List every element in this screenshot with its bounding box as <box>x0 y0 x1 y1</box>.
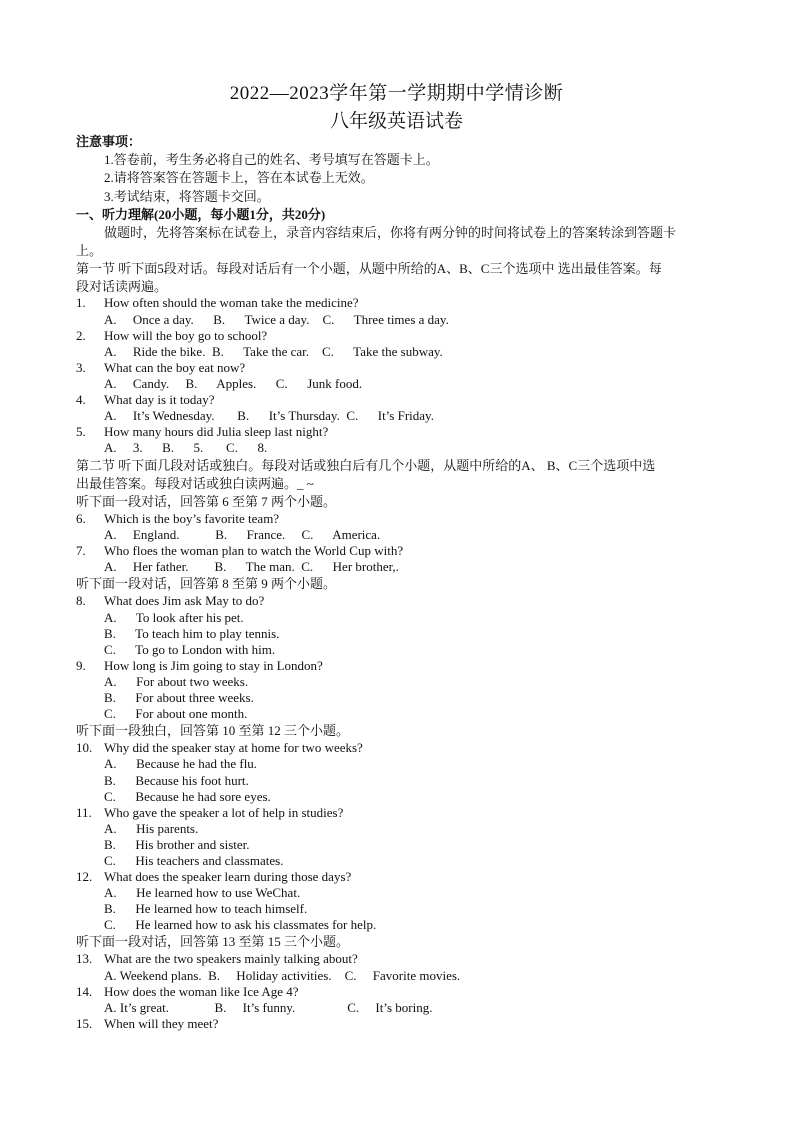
question-text: What can the boy eat now? <box>104 360 246 375</box>
notice-item: 2.请将答案答在答题卡上，答在本试卷上无效。 <box>104 170 374 185</box>
dialogue-note: 听下面一段对话，回答第 8 至第 9 两个小题。 <box>76 576 337 591</box>
question-options: A. Weekend plans. B. Holiday activities. C. Favorite movies. <box>104 968 461 983</box>
dialogue-note: 听下面一段对话，回答第 6 至第 7 两个小题。 <box>76 494 337 509</box>
question-number: 6. <box>76 511 86 526</box>
question-number: 5. <box>76 424 86 439</box>
question-options: A. 3. B. 5. C. 8. <box>104 440 268 455</box>
question-number: 14. <box>76 984 93 999</box>
option: C. To go to London with him. <box>104 642 276 657</box>
question-text: How will the boy go to school? <box>104 328 268 343</box>
question-text: How often should the woman take the medicine? <box>104 295 359 310</box>
option: B. Because his foot hurt. <box>104 773 249 788</box>
question-text: Who floes the woman plan to watch the World Cup with? <box>104 543 404 558</box>
exam-title: 2022—2023学年第一学期期中学情诊断 <box>229 83 564 104</box>
section2-instruction: 第二节 听下面几段对话或独白。每段对话或独白后有几个小题，从题中所给的A、 B、C三个选项中选 <box>76 458 656 473</box>
question-text: What does the speaker learn during those days? <box>104 869 352 884</box>
question-number: 1. <box>76 295 86 310</box>
part1-intro: 做题时，先将答案标在试卷上，录音内容结束后，你将有两分钟的时间将试卷上的答案转涂到答题卡 <box>104 225 677 240</box>
question-number: 2. <box>76 328 86 343</box>
question-text: What are the two speakers mainly talking about? <box>104 951 358 966</box>
question-text: Who gave the speaker a lot of help in studies? <box>104 805 344 820</box>
option: A. Because he had the flu. <box>104 756 258 771</box>
question-text: How many hours did Julia sleep last night? <box>104 424 329 439</box>
question-number: 8. <box>76 593 86 608</box>
dialogue-note: 听下面一段对话，回答第 13 至第 15 三个小题。 <box>76 934 350 949</box>
option: B. His brother and sister. <box>104 837 250 852</box>
question-options: A. Ride the bike. B. Take the car. C. Take the subway. <box>104 344 443 359</box>
question-text: How does the woman like Ice Age 4? <box>104 984 299 999</box>
question-options: A. It’s great. B. It’s funny. C. It’s boring. <box>104 1000 433 1015</box>
question-number: 7. <box>76 543 86 558</box>
option: B. To teach him to play tennis. <box>104 626 280 641</box>
option: B. He learned how to teach himself. <box>104 901 308 916</box>
option: B. For about three weeks. <box>104 690 254 705</box>
monologue-note: 听下面一段独白，回答第 10 至第 12 三个小题。 <box>76 723 350 738</box>
option: A. His parents. <box>104 821 199 836</box>
option: A. He learned how to use WeChat. <box>104 885 301 900</box>
question-number: 9. <box>76 658 86 673</box>
option: A. To look after his pet. <box>104 610 244 625</box>
question-number: 10. <box>76 740 93 755</box>
question-number: 3. <box>76 360 86 375</box>
question-number: 15. <box>76 1016 93 1031</box>
question-options: A. Once a day. B. Twice a day. C. Three times a day. <box>104 312 449 327</box>
question-options: A. It’s Wednesday. B. It’s Thursday. C. It’s Friday. <box>104 408 434 423</box>
question-text: When will they meet? <box>104 1016 219 1031</box>
option: C. His teachers and classmates. <box>104 853 284 868</box>
option: C. Because he had sore eyes. <box>104 789 271 804</box>
option: C. For about one month. <box>104 706 248 721</box>
question-text: Why did the speaker stay at home for two weeks? <box>104 740 363 755</box>
part1-intro-cont: 上。 <box>76 243 103 258</box>
part1-heading: 一、听力理解(20小题，每小题1分，共20分) <box>76 207 326 222</box>
question-options: A. Candy. B. Apples. C. Junk food. <box>104 376 363 391</box>
notice-item: 1.答卷前，考生务必将自己的姓名、考号填写在答题卡上。 <box>104 152 439 167</box>
question-number: 11. <box>76 805 92 820</box>
question-text: What does Jim ask May to do? <box>104 593 265 608</box>
option: A. For about two weeks. <box>104 674 249 689</box>
question-text: How long is Jim going to stay in London? <box>104 658 323 673</box>
section1-instruction: 第一节 听下面5段对话。每段对话后有一个小题，从题中所给的A、B、C三个选项中 选出最佳答案。每 <box>76 261 662 276</box>
question-text: Which is the boy’s favorite team? <box>104 511 280 526</box>
exam-subtitle: 八年级英语试卷 <box>329 111 463 132</box>
question-number: 4. <box>76 392 86 407</box>
section1-instruction-cont: 段对话读两遍。 <box>76 279 168 294</box>
section2-instruction-cont: 出最佳答案。每段对话或独白读两遍。_ ~ <box>76 476 314 491</box>
question-options: A. England. B. France. C. America. <box>104 527 381 542</box>
option: C. He learned how to ask his classmates for help. <box>104 917 377 932</box>
question-options: A. Her father. B. The man. C. Her brother,. <box>104 559 399 574</box>
notice-heading: 注意事项： <box>76 134 142 149</box>
question-number: 12. <box>76 869 93 884</box>
notice-item: 3.考试结束，将答题卡交回。 <box>104 189 270 204</box>
question-number: 13. <box>76 951 93 966</box>
question-text: What day is it today? <box>104 392 215 407</box>
